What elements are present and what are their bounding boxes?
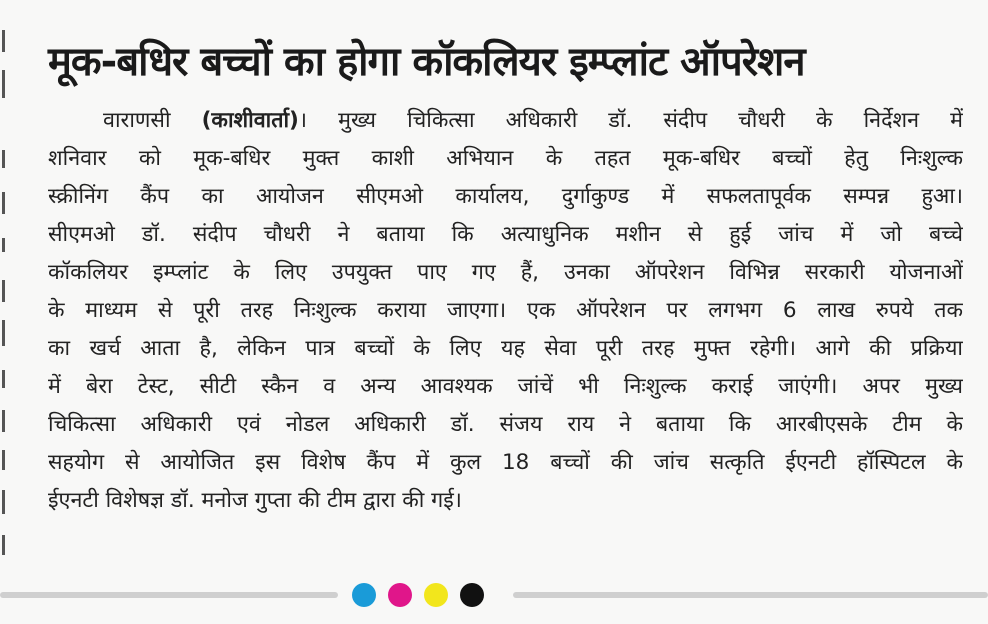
magenta-dot [388,583,412,607]
article-line: चिकित्सा अधिकारी एवं नोडल अधिकारी डॉ. संजय राय ने बताया कि आरबीएसके टीम के [48,412,963,437]
dateline-source: (काशीवार्ता) [201,108,299,133]
article-line: ईएनटी विशेषज्ञ डॉ. मनोज गुप्ता की टीम द्वारा की गई। [48,488,462,513]
footer-divider-right [513,592,988,598]
article-line: सीएमओ डॉ. संदीप चौधरी ने बताया कि अत्याधुनिक मशीन से हुई जांच में जो बच्चे [48,222,963,247]
yellow-dot [424,583,448,607]
article-line: स्क्रीनिंग कैंप का आयोजन सीएमओ कार्यालय, दुर्गाकुण्ड में सफलतापूर्वक सम्पन्न हुआ। [48,184,963,209]
dateline-place: वाराणसी [103,108,171,133]
article-body [48,102,963,520]
article-line-text: । मुख्य चिकित्सा अधिकारी डॉ. संदीप चौधरी के निर्देशन में [298,108,963,133]
black-dot [460,583,484,607]
article-line: का खर्च आता है, लेकिन पात्र बच्चों के लिए यह सेवा पूरी तरह मुफ्त रहेगी। आगे की प्रक्रिया [48,336,963,361]
cmyk-registration-dots [352,583,484,607]
article-line: में बेरा टेस्ट, सीटी स्कैन व अन्य आवश्यक जांचें भी निःशुल्क कराई जाएंगी। अपर मुख्य [48,374,963,399]
article-headline: मूक-बधिर बच्चों का होगा कॉकलियर इम्प्लांट ऑपरेशन [48,39,805,85]
cyan-dot [352,583,376,607]
article-line: के माध्यम से पूरी तरह निःशुल्क कराया जाएगा। एक ऑपरेशन पर लगभग 6 लाख रुपये तक [48,298,963,323]
article-line: शनिवार को मूक-बधिर मुक्त काशी अभियान के तहत मूक-बधिर बच्चों हेतु निःशुल्क [48,146,963,171]
article-line [48,102,963,140]
article-line: सहयोग से आयोजित इस विशेष कैंप में कुल 18 बच्चों की जांच सत्कृति ईएनटी हॉस्पिटल के [48,450,963,475]
article-line: कॉकलियर इम्प्लांट के लिए उपयुक्त पाए गए हैं, उनका ऑपरेशन विभिन्न सरकारी योजनाओं [48,260,963,285]
cropped-text-strip [0,0,988,12]
footer-divider-left [0,592,338,598]
cropped-column-edge [0,30,14,570]
